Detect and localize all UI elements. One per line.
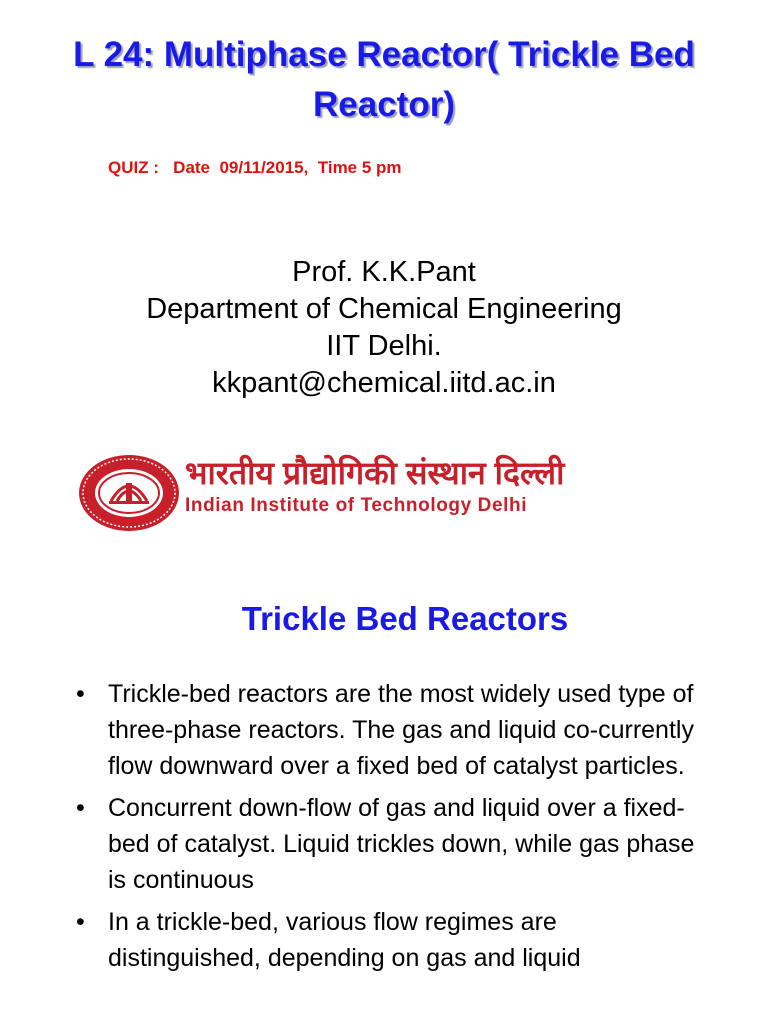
logo-english-name: Indian Institute of Technology Delhi [185,495,528,516]
list-item [76,904,716,976]
bullet-text: In a trickle-bed, various flow regimes are distinguished, depending on gas and liquid [108,908,581,972]
bullet-text: Trickle-bed reactors are the most widely used type of three-phase reactors. The gas and liquid co-currently flow downward over a fixed bed of catalyst particles. [108,680,694,780]
slide-trickle-bed [0,580,768,1024]
slide-title [0,30,768,130]
author-email[interactable]: kkpant@chemical.iitd.ac.in [212,367,556,399]
author-block [0,254,768,402]
bullet-icon: • [76,794,85,822]
author-institute: IIT Delhi. [326,330,442,362]
author-name: Prof. K.K.Pant [292,256,476,288]
title-line-2: Reactor) [313,85,455,124]
logo-hindi-name: भारतीय प्रौद्योगिकी संस्थान दिल्ली [185,455,565,491]
logo-text [185,453,564,519]
bullet-icon: • [76,908,85,936]
lecture-number: L 24: [73,35,164,74]
title-line-1: Multiphase Reactor( Trickle Bed [163,35,695,74]
bullet-icon: • [76,680,85,708]
slide-heading: Trickle Bed Reactors [241,600,569,637]
iit-delhi-logo [77,453,677,533]
author-department: Department of Chemical Engineering [146,293,622,325]
list-item [76,676,716,784]
bullet-text: Concurrent down-flow of gas and liquid over a fixed-bed of catalyst. Liquid trickles down, while gas phase is continuous [108,794,695,894]
bullet-list [76,676,716,982]
iit-delhi-emblem-icon [77,453,181,533]
list-item [76,790,716,898]
quiz-notice: QUIZ : Date 09/11/2015, Time 5 pm [108,158,402,177]
